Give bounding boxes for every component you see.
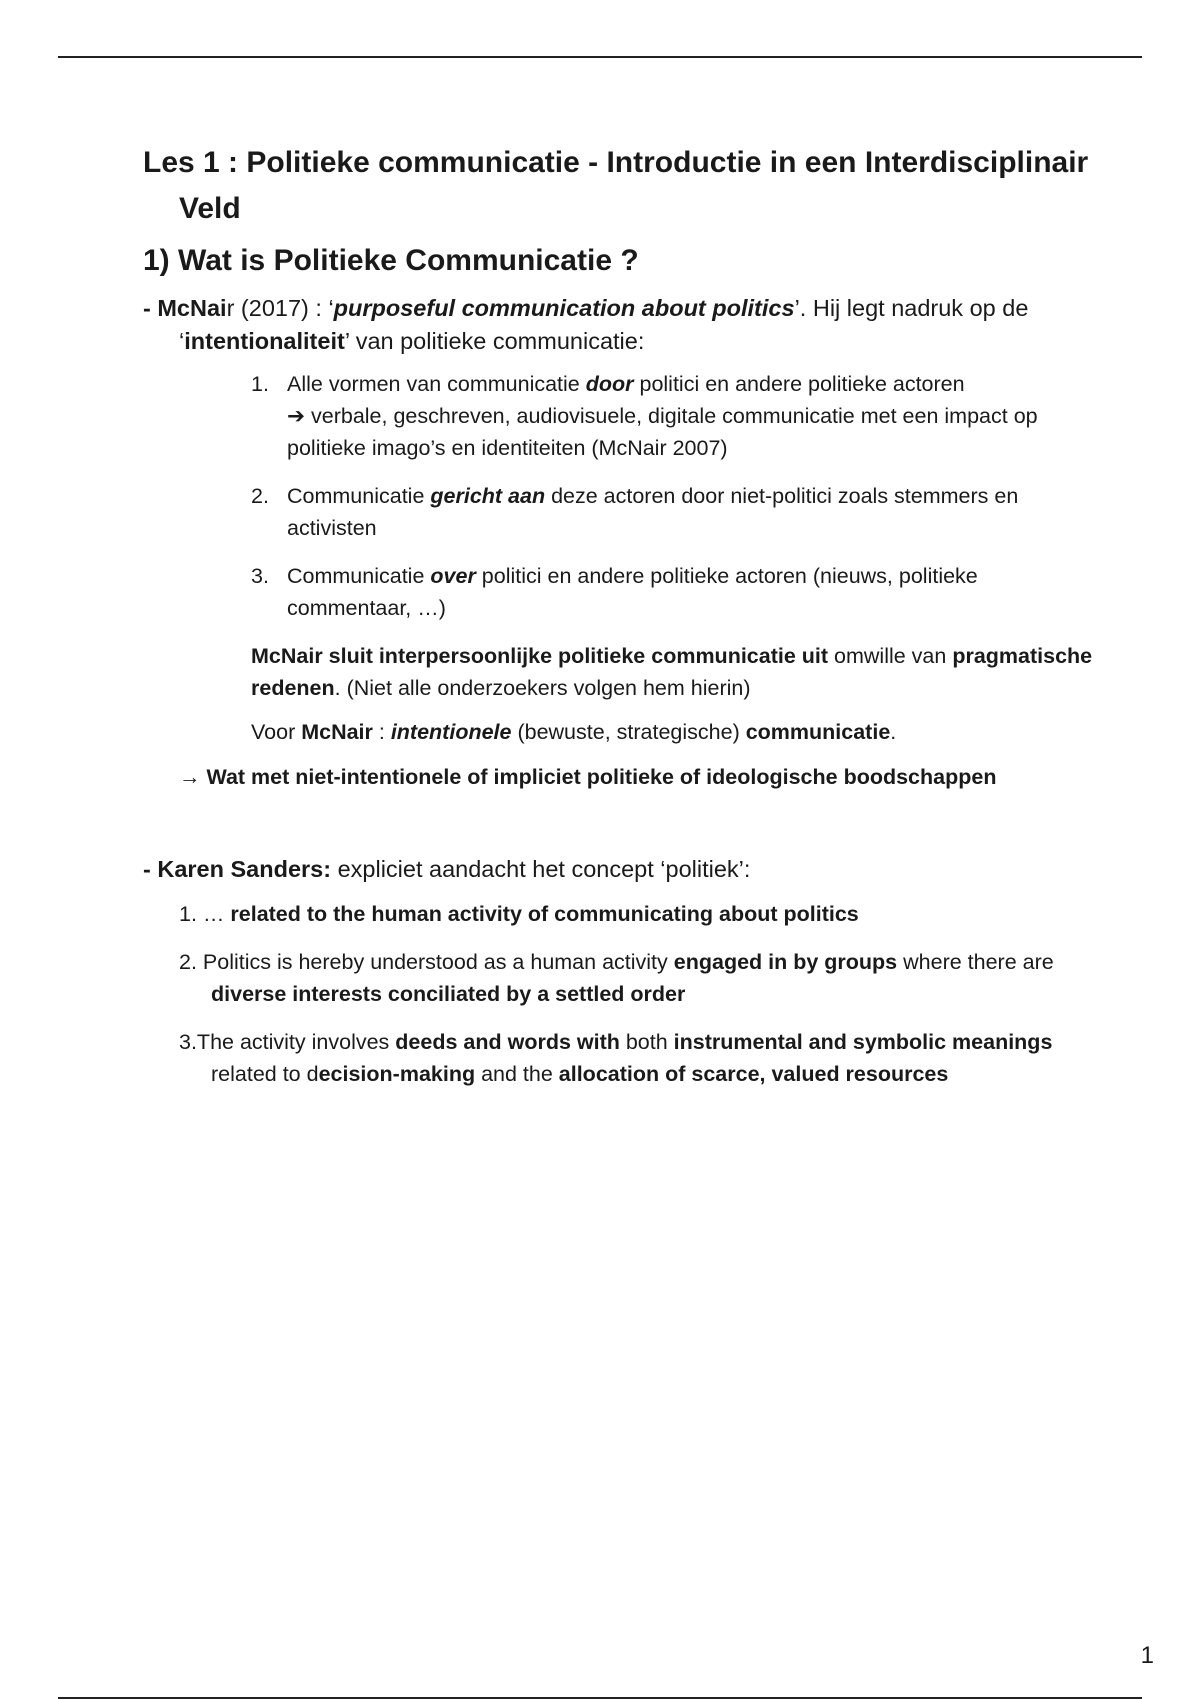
definition-quote: purposeful communication about politics: [333, 295, 795, 321]
list-number: 2.: [251, 484, 269, 508]
mcnair-definition: [143, 292, 1093, 358]
page-number: 1: [1140, 1642, 1154, 1669]
item-text: where there are: [897, 950, 1054, 974]
item-text: Alle vormen van communicatie: [287, 372, 586, 396]
author-name: McNai: [157, 295, 227, 321]
note-text: .: [890, 720, 897, 744]
author-name: Karen Sanders:: [157, 856, 332, 882]
item-emphasis: door: [585, 372, 634, 396]
note-text: omwille van: [828, 644, 953, 668]
dash: -: [143, 295, 158, 321]
note-emphasis: intentionele: [390, 720, 512, 744]
note-text: . (Niet alle onderzoekers volgen hem hierin): [334, 676, 751, 700]
item-text: Communicatie: [287, 484, 431, 508]
item-text: 2. Politics is hereby understood as a human activity: [179, 950, 674, 974]
note-bold: McNair sluit interpersoonlijke politieke communicatie uit: [251, 644, 829, 668]
item-text: and the: [475, 1062, 559, 1086]
item-emphasis: gericht aan: [430, 484, 546, 508]
document-body: [143, 140, 1093, 1106]
open-question: → Wat met niet-intentionele of impliciet politieke of ideologische boodschappen: [179, 765, 997, 789]
list-number: 3.: [251, 564, 269, 588]
item-text: politici en andere politieke actoren (nieuws, politieke commentaar, …): [287, 564, 978, 620]
arrow-icon: ➔: [287, 404, 306, 428]
item-text: 1. …: [179, 902, 231, 926]
list-item: [251, 560, 1093, 624]
note-text: :: [372, 720, 391, 744]
mcnair-intentional-note: [251, 716, 1093, 748]
top-rule: [58, 56, 1142, 58]
mcnair-note: [251, 640, 1093, 704]
list-item: [251, 368, 1093, 464]
item-bold: diverse interests conciliated by a settled order: [211, 982, 686, 1006]
definition-text: ’. Hij legt nadruk op de ‘: [179, 295, 1029, 354]
item-bold: instrumental and symbolic meanings: [673, 1030, 1053, 1054]
item-bold: ecision-making: [318, 1062, 476, 1086]
list-number: 1.: [251, 372, 269, 396]
note-bold: communicatie: [745, 720, 891, 744]
lesson-title: Les 1 : Politieke communicatie - Introductie in een Interdisciplinair Veld: [143, 146, 1089, 225]
list-item: [179, 898, 1093, 930]
sanders-definition: [143, 853, 1093, 886]
mcnair-list: [251, 368, 1093, 624]
list-item: [179, 946, 1093, 1010]
note-text: (bewuste, strategische): [511, 720, 746, 744]
dash: -: [143, 856, 158, 882]
item-emphasis: over: [430, 564, 476, 588]
keyword: intentionaliteit: [184, 328, 345, 354]
item-bold: engaged in by groups: [673, 950, 898, 974]
definition-end: ’ van politieke communicatie:: [344, 328, 645, 354]
list-item: [179, 1026, 1093, 1090]
item-text: deze actoren door niet-politici zoals stemmers en activisten: [287, 484, 1019, 540]
note-text: Voor: [251, 720, 302, 744]
item-bold: allocation of scarce, valued resources: [558, 1062, 949, 1086]
note-bold: pragmatische redenen: [251, 644, 1093, 700]
definition-text: expliciet aandacht het concept ‘politiek’:: [331, 856, 751, 882]
bottom-rule: [58, 1697, 1142, 1699]
section-heading: 1) Wat is Politieke Communicatie ?: [143, 244, 639, 277]
note-bold: McNair: [301, 720, 373, 744]
item-bold: related to the human activity of communicating about politics: [230, 902, 859, 926]
item-text: verbale, geschreven, audiovisuele, digitale communicatie met een impact op politieke imago’s en identiteiten (McNair 2007): [287, 404, 1038, 460]
list-item: [251, 480, 1093, 544]
item-text: related to d: [211, 1062, 319, 1086]
item-bold: deeds and words with: [395, 1030, 620, 1054]
item-text: politici en andere politieke actoren: [633, 372, 965, 396]
sanders-list: [179, 898, 1093, 1090]
item-text: Communicatie: [287, 564, 431, 588]
author-year: r (2017) : ‘: [226, 295, 334, 321]
item-text: both: [619, 1030, 674, 1054]
item-text: 3.The activity involves: [179, 1030, 396, 1054]
